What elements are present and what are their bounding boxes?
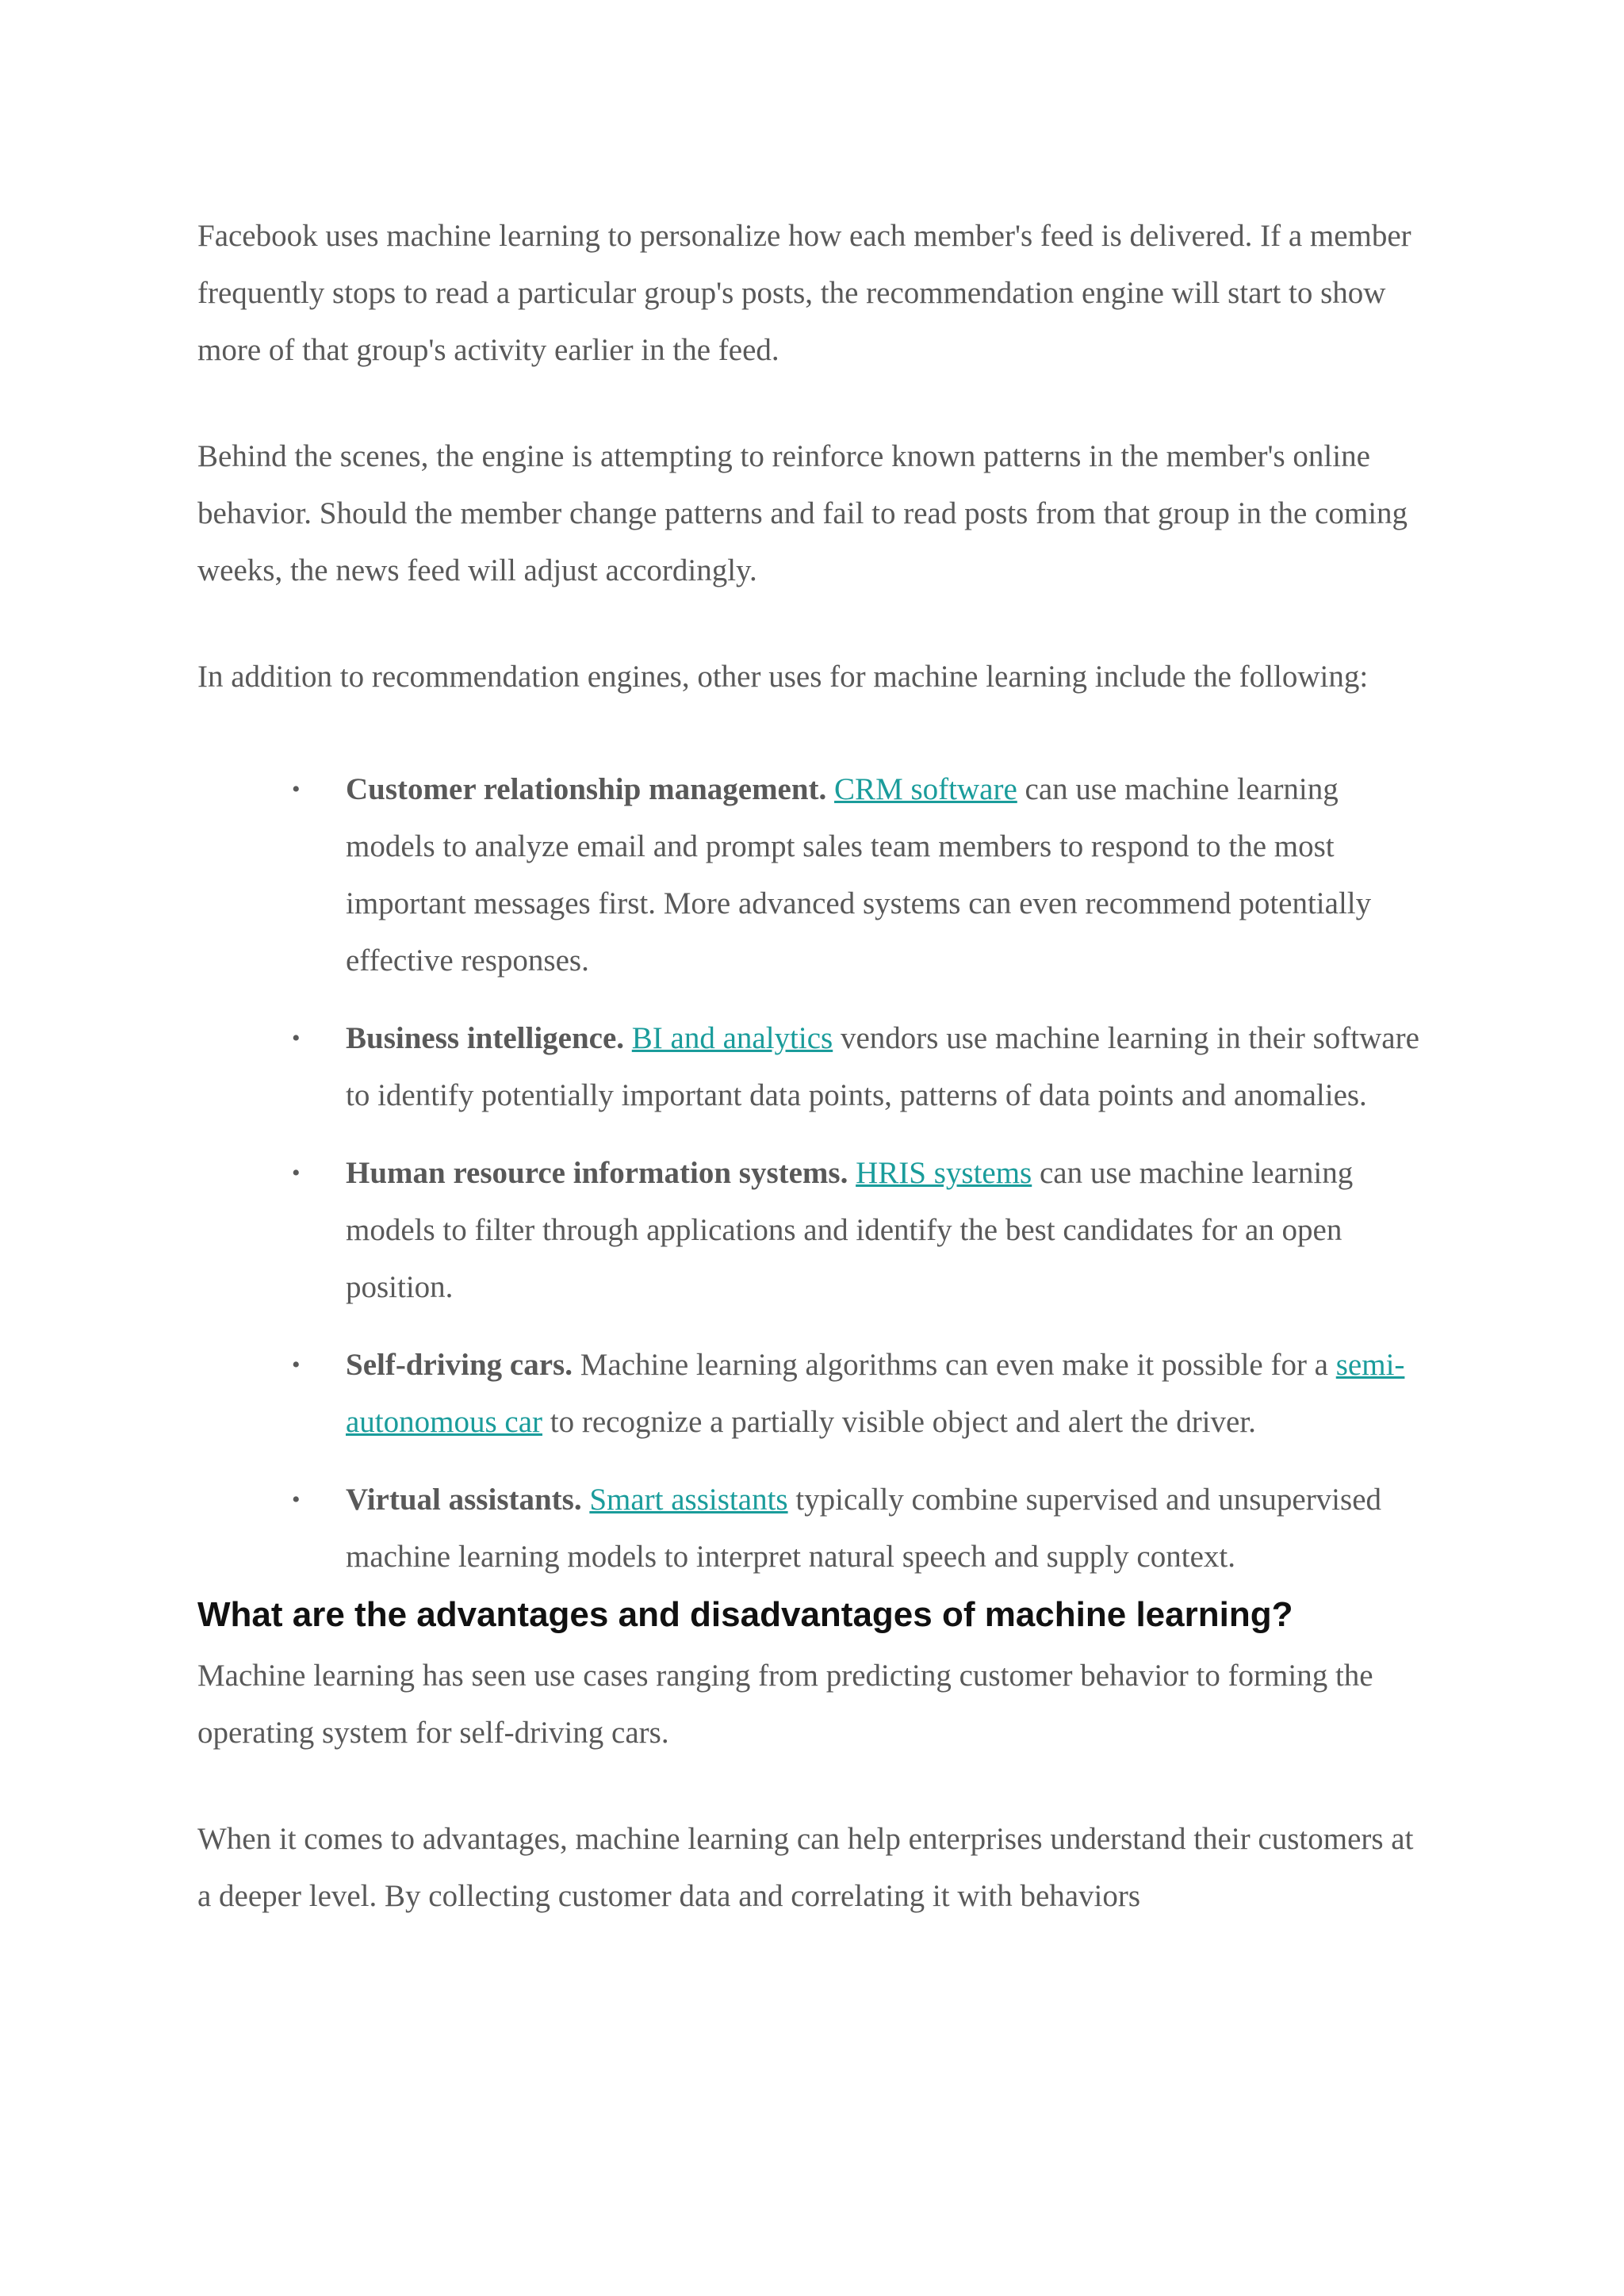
list-item-text: vendors use machine learning in their software to identify potentially important data points, patterns of data points and anomalies. — [346, 1021, 1419, 1112]
paragraph-advantages: When it comes to advantages, machine learning can help enterprises understand their customers at a deeper level. By collecting customer data and correlating it with behaviors — [197, 1822, 1414, 1913]
uses-list — [197, 761, 1434, 1586]
crm-software-link[interactable]: CRM software — [834, 772, 1017, 806]
list-item-text-before: Machine learning algorithms can even make it possible for a — [580, 1348, 1328, 1382]
paragraph-use-cases: Machine learning has seen use cases ranging from predicting customer behavior to forming the operating system for self-driving cars. — [197, 1659, 1373, 1750]
section-heading: What are the advantages and disadvantages of machine learning? — [197, 1595, 1293, 1634]
article-body — [197, 208, 1434, 1974]
semi-autonomous-car-link[interactable]: semi-autonomous car — [346, 1348, 1405, 1439]
bullet-icon: • — [292, 1352, 301, 1378]
list-item-virtual-assistants — [292, 1471, 1434, 1586]
list-item-business-intelligence — [292, 1010, 1434, 1124]
list-item-term: Human resource information systems. — [346, 1156, 848, 1190]
bullet-icon: • — [292, 776, 301, 802]
list-item-term: Business intelligence. — [346, 1021, 625, 1055]
list-item-crm — [292, 761, 1434, 989]
paragraph-other-uses-intro: In addition to recommendation engines, other uses for machine learning include the following: — [197, 660, 1369, 694]
list-item-text: can use machine learning models to analyze email and prompt sales team members to respond to the most important messages first. More advanced systems can even recommend potentially effective responses. — [346, 772, 1372, 978]
bi-analytics-link[interactable]: BI and analytics — [631, 1021, 833, 1055]
list-item-text: can use machine learning models to filter through applications and identify the best candidates for an open position. — [346, 1156, 1354, 1304]
list-item-self-driving-cars — [292, 1337, 1434, 1451]
paragraph-behind-scenes: Behind the scenes, the engine is attempting to reinforce known patterns in the member's online behavior. Should the member change patterns and fail to read posts from that group in the coming weeks, the news feed will adjust accordingly. — [197, 439, 1408, 587]
bullet-icon: • — [292, 1025, 301, 1051]
bullet-icon: • — [292, 1487, 301, 1513]
paragraph-facebook-feed: Facebook uses machine learning to personalize how each member's feed is delivered. If a member frequently stops to read a particular group's posts, the recommendation engine will start to show more of that group's activity earlier in the feed. — [197, 219, 1411, 367]
hris-systems-link[interactable]: HRIS systems — [856, 1156, 1032, 1190]
list-item-term: Self-driving cars. — [346, 1348, 573, 1382]
list-item-term: Virtual assistants. — [346, 1483, 582, 1517]
list-item-text: typically combine supervised and unsupervised machine learning models to interpret natural speech and supply context. — [346, 1483, 1382, 1574]
list-item-text: to recognize a partially visible object and alert the driver. — [550, 1405, 1256, 1439]
smart-assistants-link[interactable]: Smart assistants — [589, 1483, 788, 1517]
list-item-term: Customer relationship management. — [346, 772, 827, 806]
bullet-icon: • — [292, 1160, 301, 1186]
list-item-hris — [292, 1145, 1434, 1316]
